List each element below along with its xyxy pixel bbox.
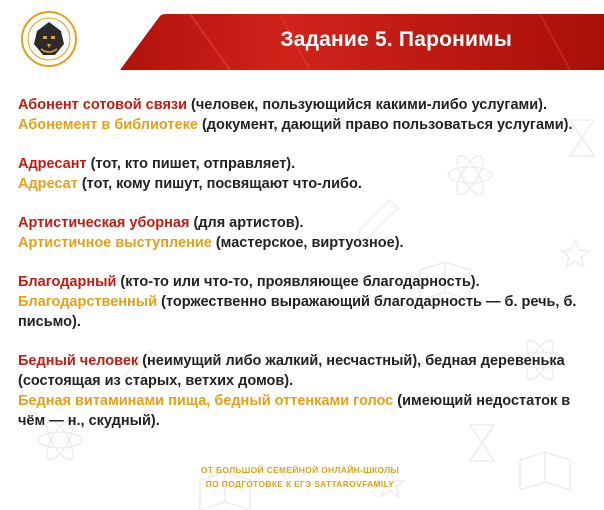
entry-term: Абонент сотовой связи (18, 97, 188, 113)
footer-credit (150, 463, 450, 491)
entry-definition: (торжественно выражающий благодарность — б. речь, б. письмо). (18, 294, 577, 330)
entry-term: Абонемент в библиотеке (18, 117, 198, 133)
entry-term: Артистичное выступление (18, 235, 212, 251)
entry (18, 95, 588, 115)
entry-term: Бедный человек (18, 353, 139, 369)
entry-term: Благодарный (18, 274, 117, 290)
entry-definition: (тот, кто пишет, отправляет). (86, 156, 296, 172)
entry (18, 292, 588, 332)
entry-term: Благодарственный (18, 294, 158, 310)
footer-line: ПО ПОДГОТОВКЕ К ЕГЭ SATTAROVFAMILY (205, 479, 395, 489)
entry-term: Бедная витаминами пища, бедный оттенками голос (18, 393, 394, 409)
book-icon (520, 452, 570, 490)
entry-definition: (для артистов). (189, 215, 304, 231)
entry-definition: (неимущий либо жалкий, несчастный), бедная деревенька (состоящая из старых, ветхих домов). (18, 353, 565, 389)
entry-term: Адресант (18, 156, 87, 172)
entry (18, 174, 588, 194)
entry-definition: (тот, кому пишут, посвящают что-либо. (77, 176, 362, 192)
entry (18, 213, 588, 233)
entry (18, 351, 588, 391)
entry (18, 391, 588, 431)
entry (18, 154, 588, 174)
paronyms-list (18, 95, 588, 431)
entry (18, 272, 588, 292)
entry-definition: (кто-то или что-то, проявляющее благодарность). (116, 274, 480, 290)
entry (18, 115, 588, 135)
footer-line: ОТ БОЛЬШОЙ СЕМЕЙНОЙ ОНЛАЙН-ШКОЛЫ (200, 465, 400, 475)
entry-term: Артистическая уборная (18, 215, 190, 231)
entry-definition: (человек, пользующийся какими-либо услугами). (187, 97, 548, 113)
entry (18, 233, 588, 253)
lion-head-icon (21, 11, 77, 67)
page-title: Задание 5. Паронимы (280, 28, 512, 51)
entry-term: Адресат (18, 176, 78, 192)
entry-definition: (мастерское, виртуозное). (211, 235, 404, 251)
entry-definition: (документ, дающий право пользоваться услугами). (197, 117, 573, 133)
entry-definition: (имеющий недостаток в чём — н., скудный). (18, 393, 571, 429)
